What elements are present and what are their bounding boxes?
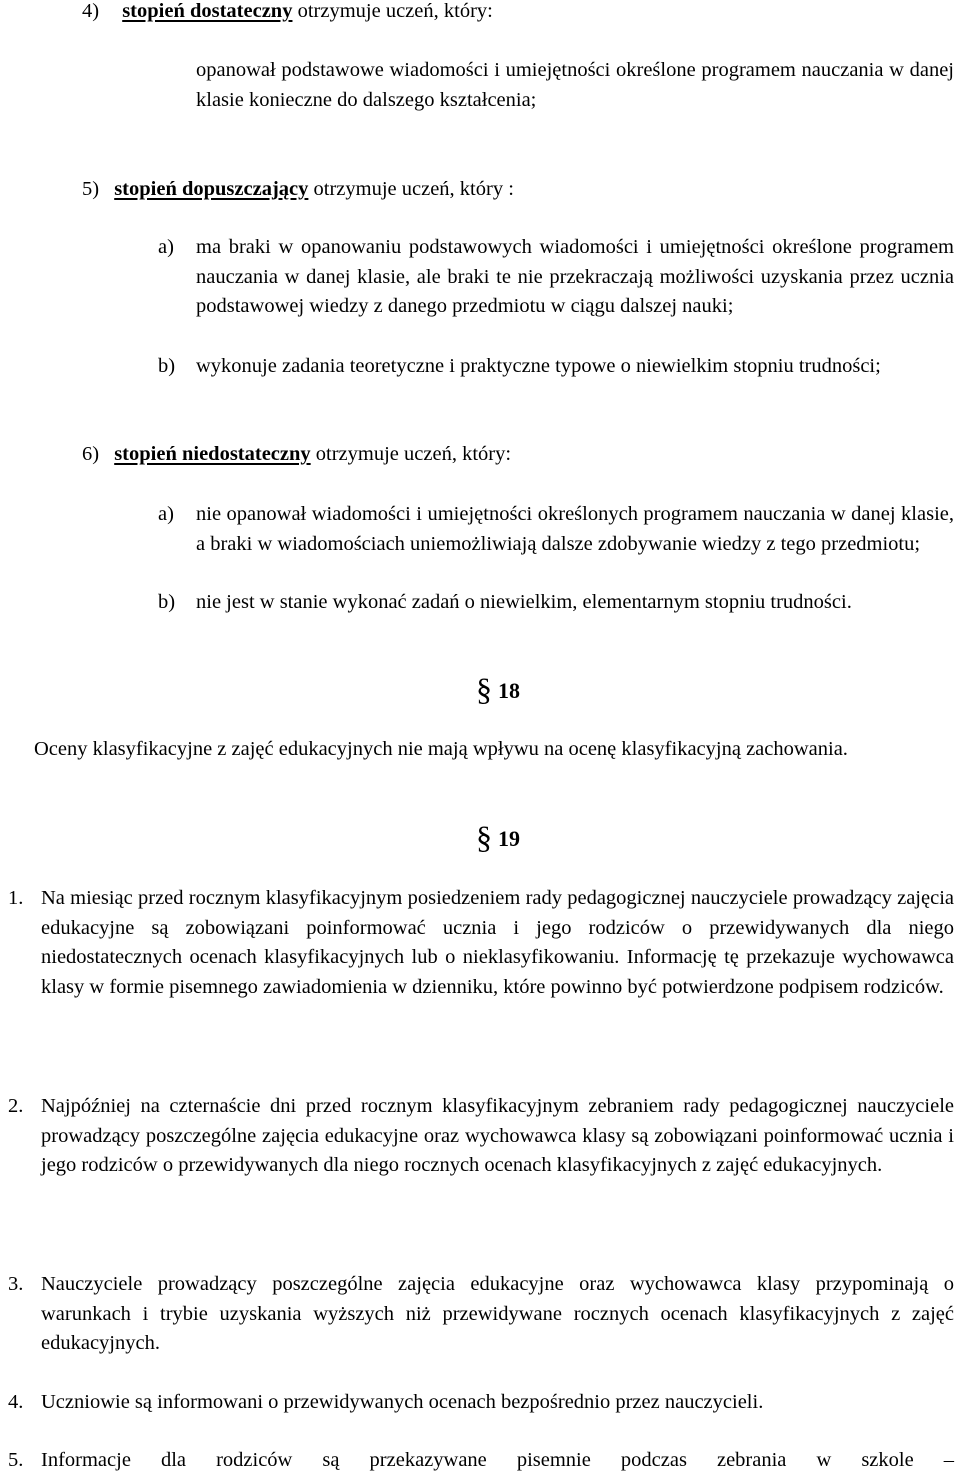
section-18-heading	[476, 671, 520, 707]
item-6-b-label: b)	[158, 591, 176, 613]
item-4-description: opanował podstawowe wiadomości i umiejętności określone programem nauczania w danej klasie konieczne do dalszego kształcenia;	[196, 59, 954, 111]
item-5-b-label: b)	[158, 355, 176, 377]
section-19-number: 19	[498, 826, 520, 851]
section-symbol: §	[476, 819, 492, 855]
item-5-a-text: ma braki w opanowaniu podstawowych wiadomości i umiejętności określone programem nauczania w danej klasie, ale braki te nie przekraczają możliwości uzyskania przez ucznia podstawowej wiedzy z danego przedmiotu w ciągu dalszej nauki;	[196, 236, 954, 317]
item-4-term: stopień dostateczny	[122, 0, 293, 22]
section-19-heading	[476, 819, 520, 855]
point-1-number: 1.	[8, 887, 24, 909]
item-4-number: 4)	[82, 0, 100, 22]
point-4-text: Uczniowie są informowani o przewidywanych ocenach bezpośrednio przez nauczycieli.	[41, 1391, 764, 1413]
item-5-term: stopień dopuszczający	[114, 178, 309, 200]
point-1-text: Na miesiąc przed rocznym klasyfikacyjnym posiedzeniem rady pedagogicznej nauczyciele prowadzący zajęcia edukacyjne są zobowiązani poinformować ucznia i jego rodziców o przewidywanych dla niego niedostatecznych ocenach klasyfikacyjnych lub o nieklasyfikowaniu. Informację tę przekazuje wychowawca klasy w formie pisemnego zawiadomienia w dzienniku, które powinno być potwierdzone podpisem rodziców.	[41, 887, 954, 998]
item-4-heading-rest: otrzymuje uczeń, który:	[292, 0, 493, 22]
item-5-b-text: wykonuje zadania teoretyczne i praktyczne typowe o niewielkim stopniu trudności;	[196, 355, 881, 377]
item-6-heading-rest: otrzymuje uczeń, który:	[310, 443, 512, 465]
section-18-number: 18	[498, 678, 520, 703]
item-6-a-label: a)	[158, 503, 174, 525]
item-6-number: 6)	[82, 443, 100, 465]
section-symbol: §	[476, 671, 492, 707]
point-3-text: Nauczyciele prowadzący poszczególne zajęcia edukacyjne oraz wychowawca klasy przypominają o warunkach i trybie uzyskania wyższych niż przewidywane rocznych ocenach klasyfikacyjnych z zajęć edukacyjnych.	[41, 1273, 954, 1354]
item-6-heading	[82, 440, 942, 470]
item-5-heading	[82, 175, 942, 205]
point-2-number: 2.	[8, 1095, 24, 1117]
point-5-number: 5.	[8, 1449, 24, 1471]
item-5-number: 5)	[82, 178, 100, 200]
item-6-a-text: nie opanował wiadomości i umiejętności określonych programem nauczania w danej klasie, a braki w wiadomościach uniemożliwiają dalsze zdobywanie wiedzy z tego przedmiotu;	[196, 503, 954, 555]
item-6-b-text: nie jest w stanie wykonać zadań o niewielkim, elementarnym stopniu trudności.	[196, 591, 852, 613]
item-6-term: stopień niedostateczny	[114, 443, 311, 465]
point-2-text: Najpóźniej na czternaście dni przed rocznym klasyfikacyjnym zebraniem rady pedagogicznej nauczyciele prowadzący poszczególne zajęcia edukacyjne oraz wychowawca klasy są zobowiązani poinformować ucznia i jego rodziców o przewidywanych dla niego rocznych ocenach klasyfikacyjnych z zajęć edukacyjnych.	[41, 1095, 954, 1176]
point-5-text: Informacje dla rodziców są przekazywane pisemnie podczas zebrania w szkole –	[41, 1449, 954, 1471]
item-4-heading	[82, 0, 942, 27]
point-3-number: 3.	[8, 1273, 24, 1295]
item-5-a-label: a)	[158, 236, 174, 258]
section-18-text: Oceny klasyfikacyjne z zajęć edukacyjnych nie mają wpływu na ocenę klasyfikacyjną zachowania.	[34, 738, 848, 760]
point-4-number: 4.	[8, 1391, 24, 1413]
item-5-heading-rest: otrzymuje uczeń, który :	[308, 178, 514, 200]
